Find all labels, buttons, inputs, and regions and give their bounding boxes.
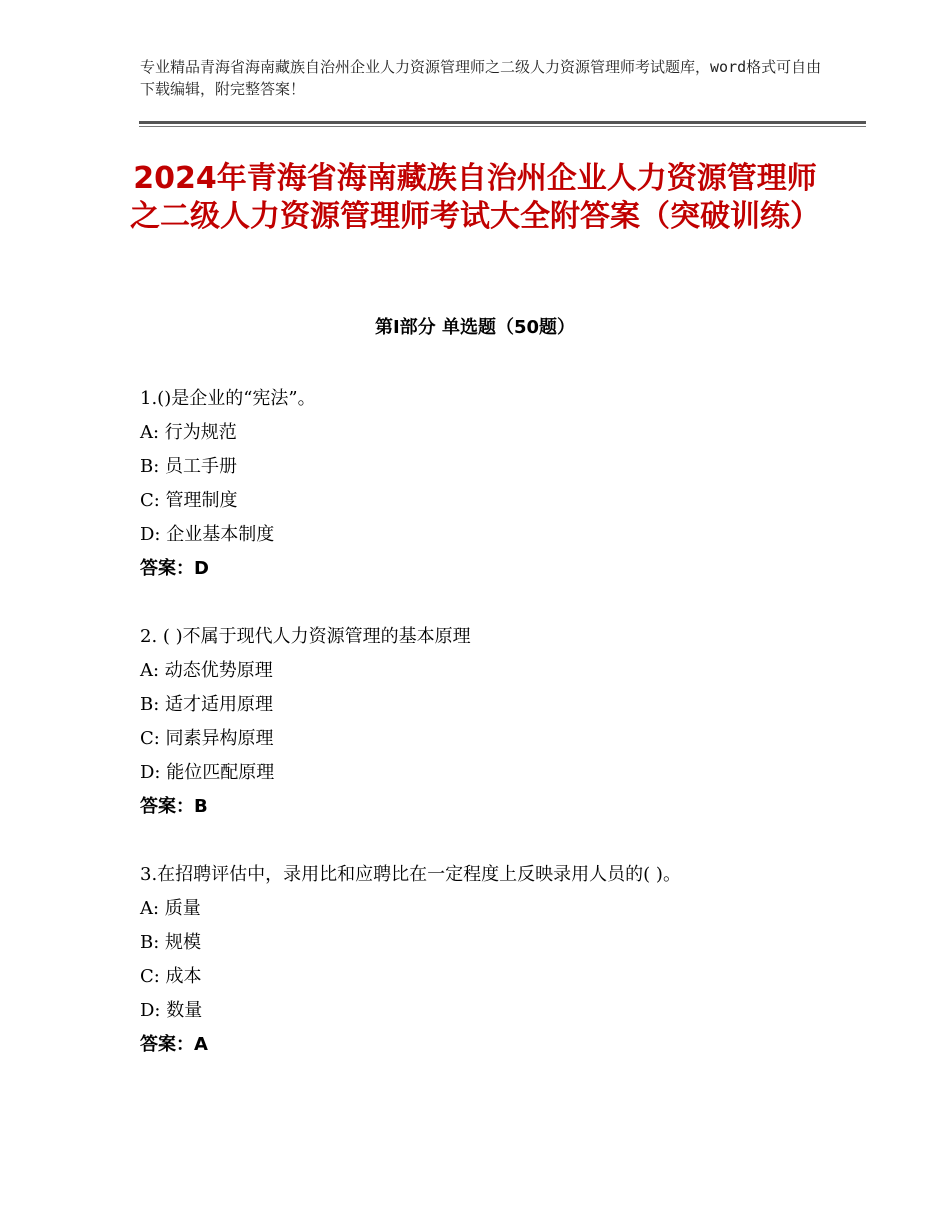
question-1: [140, 382, 840, 586]
option-c: C: 成本: [140, 966, 202, 987]
question-3: [140, 858, 840, 1062]
answer-line: 答案：B: [140, 796, 208, 817]
header-divider-thin: [139, 126, 866, 127]
question-stem: 1.()是企业的“宪法”。: [140, 388, 316, 409]
option-a: A: 行为规范: [140, 422, 237, 443]
question-stem: 3.在招聘评估中，录用比和应聘比在一定程度上反映录用人员的( )。: [140, 864, 681, 885]
option-d: D: 能位匹配原理: [140, 762, 275, 783]
option-c: C: 同素异构原理: [140, 728, 274, 749]
option-d: D: 企业基本制度: [140, 524, 275, 545]
option-a: A: 动态优势原理: [140, 660, 273, 681]
question-stem: 2. ( )不属于现代人力资源管理的基本原理: [140, 626, 471, 647]
question-2: [140, 620, 840, 824]
option-c: C: 管理制度: [140, 490, 238, 511]
document-title: 2024年青海省海南藏族自治州企业人力资源管理师之二级人力资源管理师考试大全附答案（突破训练）: [130, 161, 820, 234]
option-d: D: 数量: [140, 1000, 203, 1021]
option-b: B: 适才适用原理: [140, 694, 274, 715]
question-list: [140, 382, 840, 1096]
answer-line: 答案：A: [140, 1034, 208, 1055]
section-heading: 第Ⅰ部分 单选题（50题）: [374, 317, 575, 338]
option-b: B: 员工手册: [140, 456, 238, 477]
option-b: B: 规模: [140, 932, 202, 953]
header-note: 专业精品青海省海南藏族自治州企业人力资源管理师之二级人力资源管理师考试题库，word格式可自由下载编辑，附完整答案！: [140, 58, 822, 98]
answer-line: 答案：D: [140, 558, 209, 579]
header-divider-thick: [139, 121, 866, 124]
option-a: A: 质量: [140, 898, 201, 919]
